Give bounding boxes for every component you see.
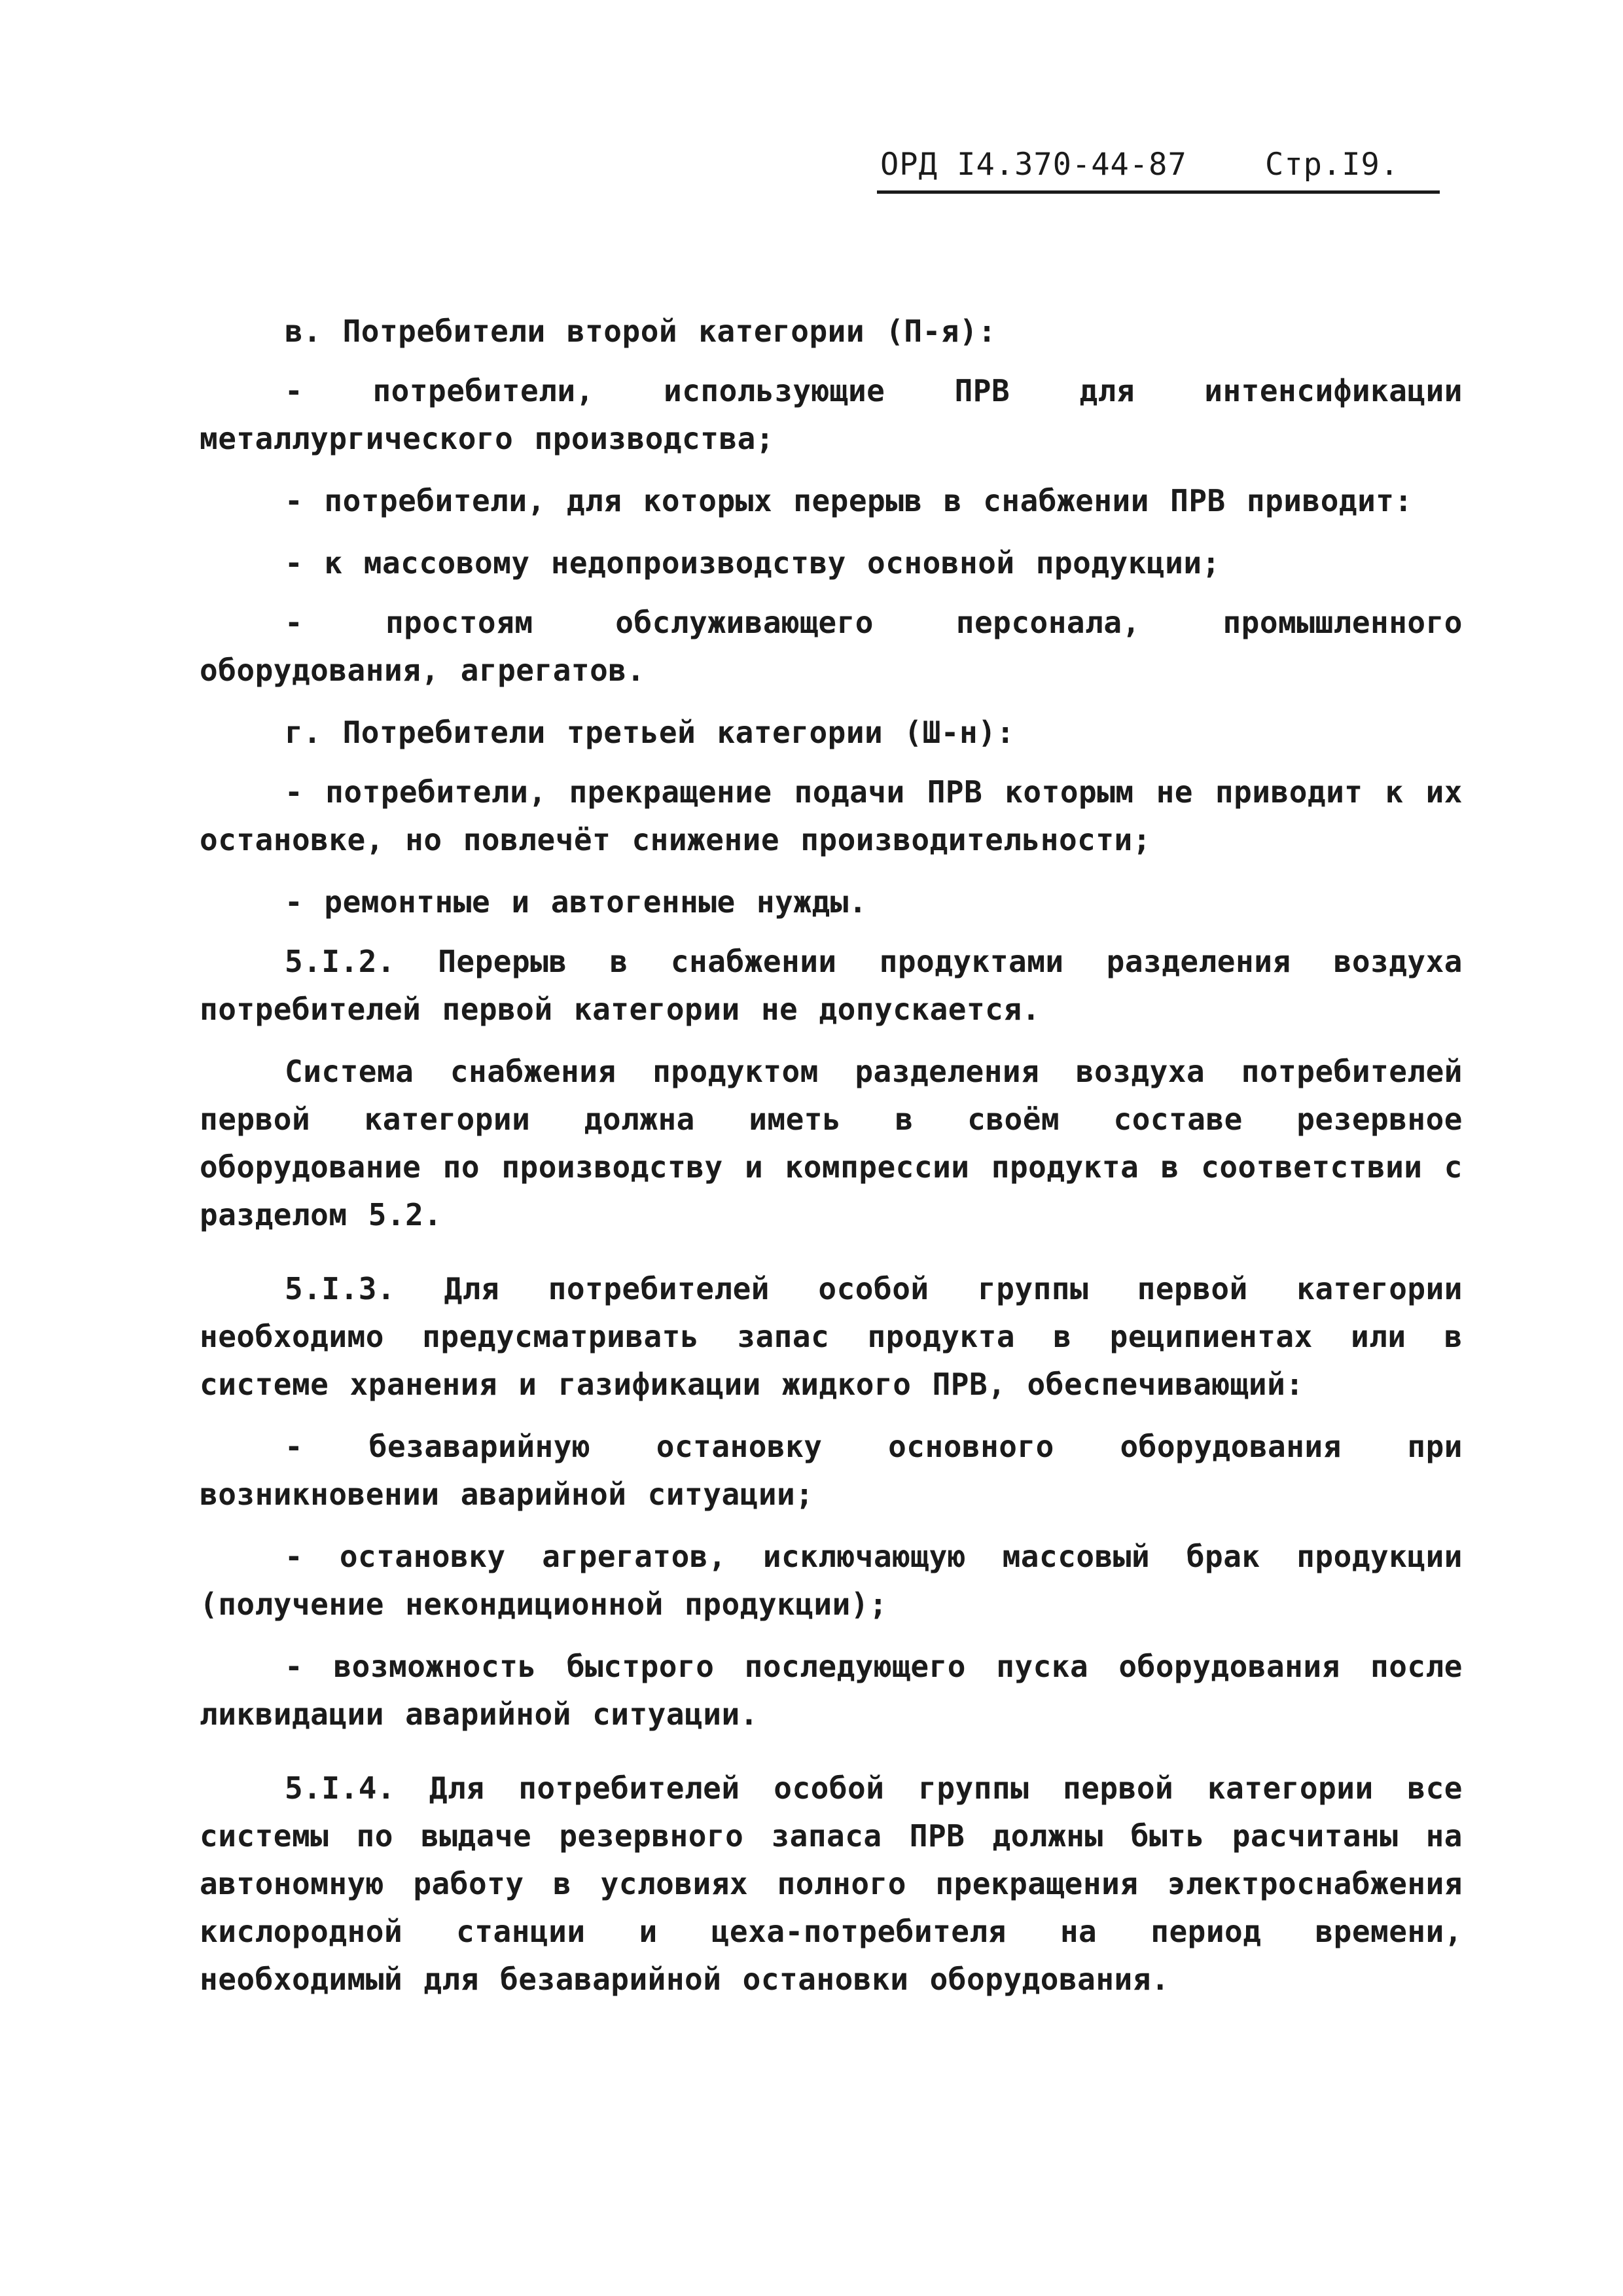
paragraph-category-3-title: г. Потребители третьей категории (Ш-н):: [285, 715, 1015, 750]
paragraph-5-1-3-item-2: - остановку агрегатов, исключающую массовый брак продукции (получение некондиционной продукции);: [200, 1539, 1463, 1622]
paragraph-category-2-item-2b: - простоям обслуживающего персонала, промышленного оборудования, агрегатов.: [200, 605, 1463, 688]
paragraph-category-2-item-1: - потребители, использующие ПРВ для интенсификации металлургического производства;: [200, 373, 1463, 456]
paragraph-5-1-3: 5.I.3. Для потребителей особой группы первой категории необходимо предусматривать запас продукта в реципиентах или в системе хранения и газификации жидкого ПРВ, обеспечивающий:: [200, 1271, 1463, 1402]
paragraph-category-3-item-2: - ремонтные и автогенные нужды.: [285, 884, 868, 920]
paragraph-5-1-2-system: Система снабжения продуктом разделения воздуха потребителей первой категории должна иметь в своём составе резервное оборудование по производству и компрессии продукта в соответствии с разделом 5.2.: [200, 1054, 1463, 1232]
paragraph-5-1-2: 5.I.2. Перерыв в снабжении продуктами разделения воздуха потребителей первой категории не допускается.: [200, 944, 1463, 1027]
document-code: ОРД I4.370-44-87: [880, 147, 1187, 183]
document-body: [200, 308, 1463, 2018]
paragraph-category-2-item-2: - потребители, для которых перерыв в снабжении ПРВ приводит:: [285, 483, 1413, 518]
paragraph-category-2-item-2a: - к массовому недопроизводству основной продукции;: [285, 545, 1221, 581]
paragraph-5-1-3-item-1: - безаварийную остановку основного оборудования при возникновении аварийной ситуации;: [200, 1429, 1463, 1512]
paragraph-category-2-title: в. Потребители второй категории (П-я):: [285, 314, 997, 349]
page-header: [880, 145, 1436, 185]
header-underline: [877, 190, 1440, 194]
paragraph-category-3-item-1: - потребители, прекращение подачи ПРВ которым не приводит к их остановке, но повлечёт снижение производительности;: [200, 774, 1463, 857]
paragraph-5-1-4: 5.I.4. Для потребителей особой группы первой категории все системы по выдаче резервного запаса ПРВ должны быть расчитаны на автономную работу в условиях полного прекращения электроснабжения кислородной станции и цеха-потребителя на период времени, необходимый для безаварийной остановки оборудования.: [200, 1770, 1463, 1997]
paragraph-5-1-3-item-3: - возможность быстрого последующего пуска оборудования после ликвидации аварийной ситуации.: [200, 1649, 1463, 1732]
page-number: Стр.I9.: [1265, 147, 1400, 183]
